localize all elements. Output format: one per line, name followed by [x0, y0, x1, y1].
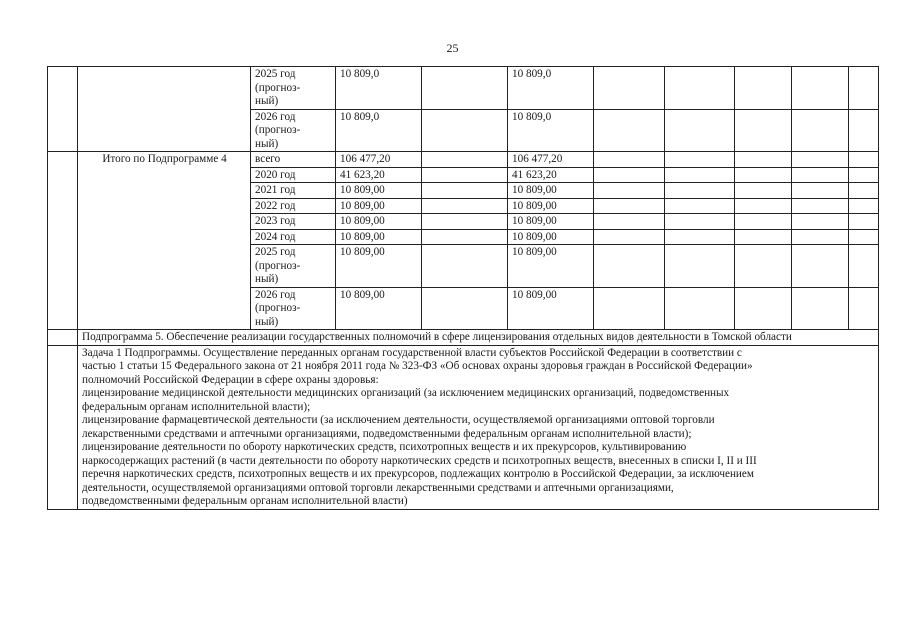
- task-line: деятельности, осуществляемой организациями оптовой торговли лекарственными средствами и аптечными организациями,: [82, 481, 674, 494]
- cell-empty: [792, 245, 849, 288]
- cell-empty: [735, 152, 792, 168]
- task-line: подведомственными федеральным органам исполнительной власти): [82, 495, 408, 507]
- cell-empty: [594, 214, 665, 230]
- task-line: наркосодержащих растений (в части деятельности по обороту наркотических средств и психотропных веществ, внесенных в списки I, II и III: [82, 454, 757, 467]
- cell-empty: [665, 167, 735, 183]
- task-line: лицензирование деятельности по обороту наркотических средств, психотропных веществ и их прекурсоров, культивированию: [82, 441, 687, 453]
- budget-cell: 41 623,20: [508, 167, 594, 183]
- cell-empty: [849, 109, 879, 152]
- task-line: перечня наркотических средств, психотропных веществ и их прекурсоров, подлежащих контролю в Российской Федерации, за исключением: [82, 468, 754, 480]
- task-line: частью 1 статьи 15 Федерального закона от 21 ноября 2011 года № 323-ФЗ «Об основах охраны здоровья граждан в Российской Федерации»: [82, 360, 753, 372]
- period-line: ный): [255, 273, 279, 285]
- cell-empty: [792, 167, 849, 183]
- period-cell: [251, 67, 336, 110]
- period-line: (прогноз-: [255, 124, 301, 136]
- cell-empty: [792, 109, 849, 152]
- cell-empty: [849, 152, 879, 168]
- period-line: (прогноз-: [255, 259, 301, 272]
- total-cell: 10 809,00: [336, 214, 422, 230]
- period-line: 2021 год: [255, 184, 296, 196]
- cell-empty: [849, 198, 879, 214]
- task-line: лекарственными средствами и аптечными организациями, подведомственными федеральным органам исполнительной власти);: [82, 427, 692, 440]
- budget-cell: 10 809,00: [508, 229, 594, 245]
- period-cell: [251, 152, 336, 168]
- period-line: 2024 год: [255, 230, 296, 243]
- budget-cell: 10 809,00: [508, 198, 594, 214]
- cell-empty: [792, 198, 849, 214]
- budget-table: [47, 66, 879, 510]
- cell-empty: [849, 183, 879, 199]
- total-cell: 41 623,20: [336, 167, 422, 183]
- period-line: ный): [255, 315, 279, 328]
- cell-empty: [735, 245, 792, 288]
- cell-empty: [735, 183, 792, 199]
- cell-empty: [594, 152, 665, 168]
- cell-empty: [78, 67, 251, 152]
- cell-empty: [422, 198, 508, 214]
- cell-empty: [422, 183, 508, 199]
- period-cell: [251, 109, 336, 152]
- cell-empty: [665, 229, 735, 245]
- budget-cell: 10 809,00: [508, 287, 594, 330]
- page-number: 25: [446, 41, 459, 55]
- cell-empty: [594, 167, 665, 183]
- cell-empty: [792, 229, 849, 245]
- period-line: 2025 год: [255, 68, 296, 80]
- cell-empty: [792, 152, 849, 168]
- task-line: федеральным органам исполнительной власти);: [82, 400, 311, 413]
- cell-empty: [792, 67, 849, 110]
- cell-empty: [422, 109, 508, 152]
- total-cell: 10 809,00: [336, 183, 422, 199]
- cell-empty: [665, 245, 735, 288]
- cell-empty: [422, 67, 508, 110]
- cell-empty: [665, 109, 735, 152]
- cell-empty: [849, 229, 879, 245]
- period-line: (прогноз-: [255, 302, 301, 314]
- task-line: лицензирование медицинской деятельности медицинских организаций (за исключением медицинских организаций, подведомственных: [82, 387, 730, 399]
- period-cell: [251, 183, 336, 199]
- cell-empty: [48, 152, 78, 330]
- period-cell: [251, 198, 336, 214]
- cell-empty: [849, 245, 879, 288]
- budget-cell: 106 477,20: [508, 152, 594, 168]
- cell-empty: [792, 214, 849, 230]
- cell-empty: [48, 345, 78, 509]
- cell-empty: [594, 183, 665, 199]
- cell-empty: [594, 229, 665, 245]
- period-line: 2023 год: [255, 215, 296, 227]
- period-line: ный): [255, 137, 279, 150]
- cell-empty: [422, 229, 508, 245]
- total-cell: 10 809,00: [336, 198, 422, 214]
- budget-cell: 10 809,0: [508, 109, 594, 152]
- table-row: [48, 330, 879, 346]
- period-line: (прогноз-: [255, 81, 301, 94]
- cell-empty: [849, 214, 879, 230]
- cell-empty: [735, 67, 792, 110]
- period-cell: [251, 229, 336, 245]
- period-line: 2026 год: [255, 288, 296, 301]
- cell-empty: [735, 109, 792, 152]
- total-cell: 10 809,00: [336, 229, 422, 245]
- total-cell: 10 809,0: [336, 67, 422, 110]
- cell-empty: [48, 67, 78, 152]
- cell-empty: [849, 287, 879, 330]
- table-row: [48, 345, 879, 509]
- budget-cell: 10 809,00: [508, 183, 594, 199]
- cell-empty: [48, 330, 78, 346]
- cell-empty: [735, 198, 792, 214]
- cell-empty: [422, 167, 508, 183]
- cell-empty: [594, 245, 665, 288]
- task-line: полномочий Российской Федерации в сфере охраны здоровья:: [82, 373, 379, 386]
- budget-cell: 10 809,00: [508, 245, 594, 288]
- period-cell: [251, 167, 336, 183]
- cell-empty: [735, 167, 792, 183]
- total-cell: 106 477,20: [336, 152, 422, 168]
- subprogram-title: Подпрограмма 5. Обеспечение реализации государственных полномочий в сфере лицензирования отдельных видов деятельности в Томской области: [78, 330, 879, 346]
- period-line: 2020 год: [255, 168, 296, 181]
- budget-cell: 10 809,0: [508, 67, 594, 110]
- budget-cell: 10 809,00: [508, 214, 594, 230]
- table-body: [48, 67, 879, 510]
- table-row: [48, 67, 879, 110]
- cell-empty: [665, 198, 735, 214]
- cell-empty: [594, 109, 665, 152]
- cell-empty: [665, 183, 735, 199]
- period-cell: [251, 214, 336, 230]
- cell-empty: [665, 67, 735, 110]
- period-line: 2022 год: [255, 199, 296, 212]
- total-cell: 10 809,00: [336, 287, 422, 330]
- cell-empty: [735, 214, 792, 230]
- cell-empty: [594, 287, 665, 330]
- task-line: Задача 1 Подпрограммы. Осуществление переданных органам государственной власти субъектов Российской Федерации в соответствии с: [82, 346, 742, 359]
- summary-label: Итого по Подпрограмме 4: [78, 152, 251, 330]
- cell-empty: [665, 152, 735, 168]
- task-description: [78, 345, 879, 509]
- cell-empty: [735, 229, 792, 245]
- cell-empty: [735, 287, 792, 330]
- period-line: 2026 год: [255, 110, 296, 123]
- cell-empty: [792, 287, 849, 330]
- cell-empty: [422, 287, 508, 330]
- task-line: лицензирование фармацевтической деятельности (за исключением деятельности, осуществляемой организациями оптовой торговли: [82, 414, 715, 426]
- cell-empty: [594, 198, 665, 214]
- cell-empty: [422, 214, 508, 230]
- cell-empty: [422, 245, 508, 288]
- cell-empty: [422, 152, 508, 168]
- cell-empty: [792, 183, 849, 199]
- period-line: 2025 год: [255, 246, 296, 258]
- cell-empty: [665, 214, 735, 230]
- cell-empty: [849, 167, 879, 183]
- total-cell: 10 809,0: [336, 109, 422, 152]
- period-cell: [251, 245, 336, 288]
- period-cell: [251, 287, 336, 330]
- cell-empty: [594, 67, 665, 110]
- cell-empty: [849, 67, 879, 110]
- cell-empty: [665, 287, 735, 330]
- period-line: ный): [255, 95, 279, 107]
- total-cell: 10 809,00: [336, 245, 422, 288]
- period-line: всего: [255, 153, 281, 165]
- table-row: [48, 152, 879, 168]
